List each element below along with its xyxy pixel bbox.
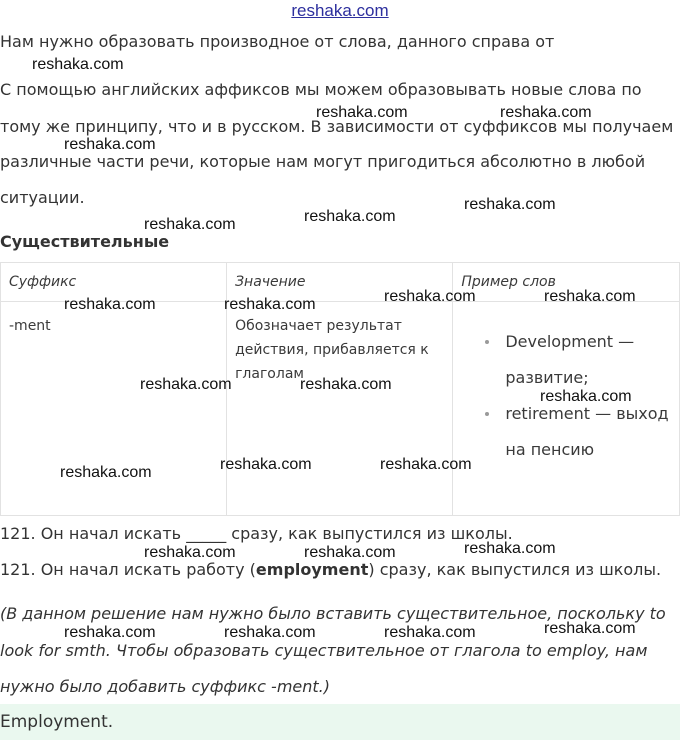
watermark: reshaka.com: [144, 544, 236, 561]
watermark: reshaka.com: [540, 388, 632, 405]
watermark: reshaka.com: [500, 104, 592, 121]
watermark: reshaka.com: [304, 208, 396, 225]
table-row: [1, 302, 680, 516]
intro-line-4: различные части речи, которые нам могут пригодиться абсолютно в любой: [0, 152, 646, 171]
table-cell-meaning: Обозначает результат действия, прибавляется к глаголам: [227, 302, 453, 516]
table-header-meaning: Значение: [227, 263, 453, 302]
watermark: reshaka.com: [380, 456, 472, 473]
watermark: reshaka.com: [64, 136, 156, 153]
task-question: 121. Он начал искать _____ сразу, как выпустился из школы.: [0, 524, 513, 543]
table-header-suffix: Суффикс: [1, 263, 227, 302]
section-heading: Существительные: [0, 232, 170, 251]
watermark: reshaka.com: [544, 620, 636, 637]
list-item: Development — развитие;: [479, 324, 671, 396]
intro-line-3: тому же принципу, что и в русском. В зависимости от суффиксов мы получаем: [0, 117, 674, 136]
watermark: reshaka.com: [140, 376, 232, 393]
watermark: reshaka.com: [464, 540, 556, 557]
watermark: reshaka.com: [464, 196, 556, 213]
table-cell-suffix: -ment: [1, 302, 227, 516]
note-line-3: нужно было добавить суффикс -ment.): [0, 677, 330, 696]
table-cell-examples: [453, 302, 680, 516]
intro-line-1: Нам нужно образовать производное от слова, данного справа от: [0, 32, 555, 51]
intro-line-2: С помощью английских аффиксов мы можем образовывать новые слова по: [0, 80, 642, 99]
watermark: reshaka.com: [384, 288, 476, 305]
list-item: retirement — выход на пенсию: [479, 396, 671, 468]
table-header-examples: Пример слов: [453, 263, 680, 302]
note-line-1: (В данном решение нам нужно было вставить существительное, поскольку to: [0, 604, 666, 623]
watermark: reshaka.com: [384, 624, 476, 641]
task-answer: [0, 560, 661, 579]
watermark: reshaka.com: [60, 464, 152, 481]
watermark: reshaka.com: [300, 376, 392, 393]
watermark: reshaka.com: [144, 216, 236, 233]
final-answer: Employment.: [0, 704, 680, 740]
watermark: reshaka.com: [32, 56, 124, 73]
watermark: reshaka.com: [220, 456, 312, 473]
watermark: reshaka.com: [304, 544, 396, 561]
watermark: reshaka.com: [64, 624, 156, 641]
watermark: reshaka.com: [64, 296, 156, 313]
intro-line-5: ситуации.: [0, 188, 85, 207]
answer-word: employment: [255, 560, 369, 579]
watermark: reshaka.com: [224, 624, 316, 641]
task-answer-after: ) сразу, как выпустился из школы.: [368, 560, 662, 579]
watermark: reshaka.com: [224, 296, 316, 313]
watermark: reshaka.com: [316, 104, 408, 121]
watermark: reshaka.com: [544, 288, 636, 305]
site-header-link[interactable]: reshaka.com: [291, 1, 389, 20]
task-answer-before: 121. Он начал искать работу (: [0, 560, 256, 579]
note-line-2: look for smth. Чтобы образовать существительное от глагола to employ, нам: [0, 641, 648, 660]
